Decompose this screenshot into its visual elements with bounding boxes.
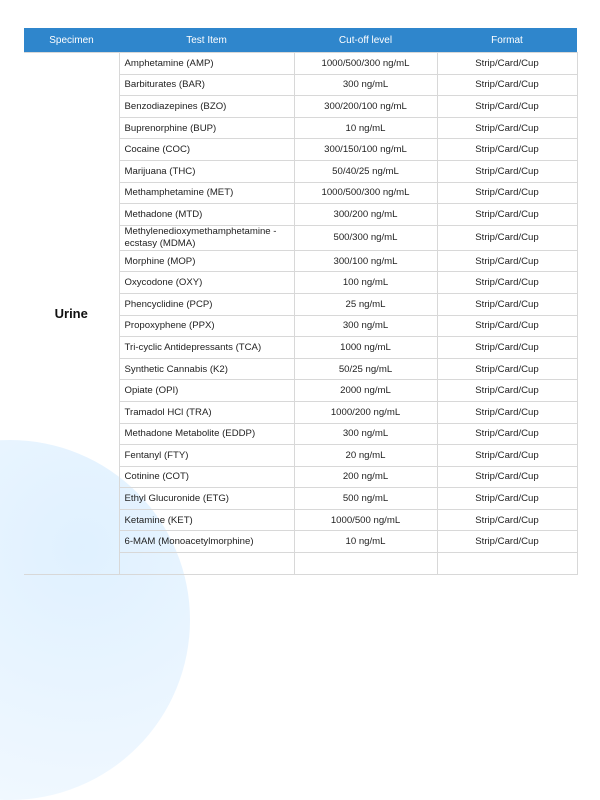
cutoff-cell: 300/200 ng/mL	[294, 204, 437, 226]
table-body	[24, 53, 577, 575]
test-item-cell: Tri-cyclic Antidepressants (TCA)	[119, 337, 294, 359]
test-item-cell: Oxycodone (OXY)	[119, 272, 294, 294]
cutoff-cell: 1000/500 ng/mL	[294, 509, 437, 531]
test-item-cell: Fentanyl (FTY)	[119, 445, 294, 467]
header-row	[24, 28, 577, 53]
test-item-cell: Ketamine (KET)	[119, 509, 294, 531]
test-item-cell: Morphine (MOP)	[119, 250, 294, 272]
format-cell: Strip/Card/Cup	[437, 250, 577, 272]
format-cell: Strip/Card/Cup	[437, 445, 577, 467]
format-cell: Strip/Card/Cup	[437, 53, 577, 75]
cutoff-cell: 1000 ng/mL	[294, 337, 437, 359]
format-cell: Strip/Card/Cup	[437, 358, 577, 380]
test-item-cell: Benzodiazepines (BZO)	[119, 96, 294, 118]
header-format: Format	[437, 28, 577, 53]
cutoff-cell: 1000/200 ng/mL	[294, 401, 437, 423]
cutoff-cell: 300/100 ng/mL	[294, 250, 437, 272]
cutoff-cell: 50/25 ng/mL	[294, 358, 437, 380]
header-cutoff: Cut-off level	[294, 28, 437, 53]
test-item-cell: Methylenedioxymethamphetamine - ecstasy (MDMA)	[119, 225, 294, 250]
format-cell: Strip/Card/Cup	[437, 293, 577, 315]
cutoff-cell: 100 ng/mL	[294, 272, 437, 294]
test-item-cell: Barbiturates (BAR)	[119, 74, 294, 96]
format-cell: Strip/Card/Cup	[437, 139, 577, 161]
test-item-cell: Methadone (MTD)	[119, 204, 294, 226]
cutoff-cell: 1000/500/300 ng/mL	[294, 53, 437, 75]
format-cell: Strip/Card/Cup	[437, 488, 577, 510]
cutoff-cell: 300 ng/mL	[294, 423, 437, 445]
format-cell: Strip/Card/Cup	[437, 466, 577, 488]
format-cell: Strip/Card/Cup	[437, 315, 577, 337]
header-specimen: Specimen	[24, 28, 119, 53]
format-cell: Strip/Card/Cup	[437, 204, 577, 226]
format-cell: Strip/Card/Cup	[437, 96, 577, 118]
test-item-cell: Methadone Metabolite (EDDP)	[119, 423, 294, 445]
cutoff-cell: 500 ng/mL	[294, 488, 437, 510]
format-cell: Strip/Card/Cup	[437, 401, 577, 423]
format-cell: Strip/Card/Cup	[437, 531, 577, 553]
test-item-cell: Opiate (OPI)	[119, 380, 294, 402]
test-item-cell: Buprenorphine (BUP)	[119, 117, 294, 139]
empty-cell	[437, 553, 577, 575]
cutoff-cell: 300 ng/mL	[294, 315, 437, 337]
format-cell: Strip/Card/Cup	[437, 423, 577, 445]
cutoff-cell: 10 ng/mL	[294, 117, 437, 139]
test-item-cell: Methamphetamine (MET)	[119, 182, 294, 204]
cutoff-cell: 300 ng/mL	[294, 74, 437, 96]
format-cell: Strip/Card/Cup	[437, 117, 577, 139]
header-test-item: Test Item	[119, 28, 294, 53]
format-cell: Strip/Card/Cup	[437, 272, 577, 294]
cutoff-cell: 50/40/25 ng/mL	[294, 160, 437, 182]
cutoff-cell: 300/150/100 ng/mL	[294, 139, 437, 161]
table-row	[24, 53, 577, 75]
cutoff-cell: 20 ng/mL	[294, 445, 437, 467]
test-item-cell: Cotinine (COT)	[119, 466, 294, 488]
empty-cell	[294, 553, 437, 575]
test-item-cell: Propoxyphene (PPX)	[119, 315, 294, 337]
cutoff-cell: 2000 ng/mL	[294, 380, 437, 402]
test-item-cell: Phencyclidine (PCP)	[119, 293, 294, 315]
cutoff-cell: 1000/500/300 ng/mL	[294, 182, 437, 204]
test-item-cell: Amphetamine (AMP)	[119, 53, 294, 75]
specimen-cell: Urine	[24, 53, 119, 575]
cutoff-cell: 500/300 ng/mL	[294, 225, 437, 250]
cutoff-cell: 10 ng/mL	[294, 531, 437, 553]
test-item-cell: 6-MAM (Monoacetylmorphine)	[119, 531, 294, 553]
format-cell: Strip/Card/Cup	[437, 225, 577, 250]
test-item-cell: Ethyl Glucuronide (ETG)	[119, 488, 294, 510]
format-cell: Strip/Card/Cup	[437, 74, 577, 96]
format-cell: Strip/Card/Cup	[437, 337, 577, 359]
drug-test-table	[24, 28, 578, 575]
test-item-cell: Cocaine (COC)	[119, 139, 294, 161]
empty-cell	[119, 553, 294, 575]
test-item-cell: Marijuana (THC)	[119, 160, 294, 182]
cutoff-cell: 300/200/100 ng/mL	[294, 96, 437, 118]
test-item-cell: Tramadol HCl (TRA)	[119, 401, 294, 423]
format-cell: Strip/Card/Cup	[437, 182, 577, 204]
format-cell: Strip/Card/Cup	[437, 380, 577, 402]
cutoff-cell: 25 ng/mL	[294, 293, 437, 315]
format-cell: Strip/Card/Cup	[437, 509, 577, 531]
format-cell: Strip/Card/Cup	[437, 160, 577, 182]
test-item-cell: Synthetic Cannabis (K2)	[119, 358, 294, 380]
cutoff-cell: 200 ng/mL	[294, 466, 437, 488]
